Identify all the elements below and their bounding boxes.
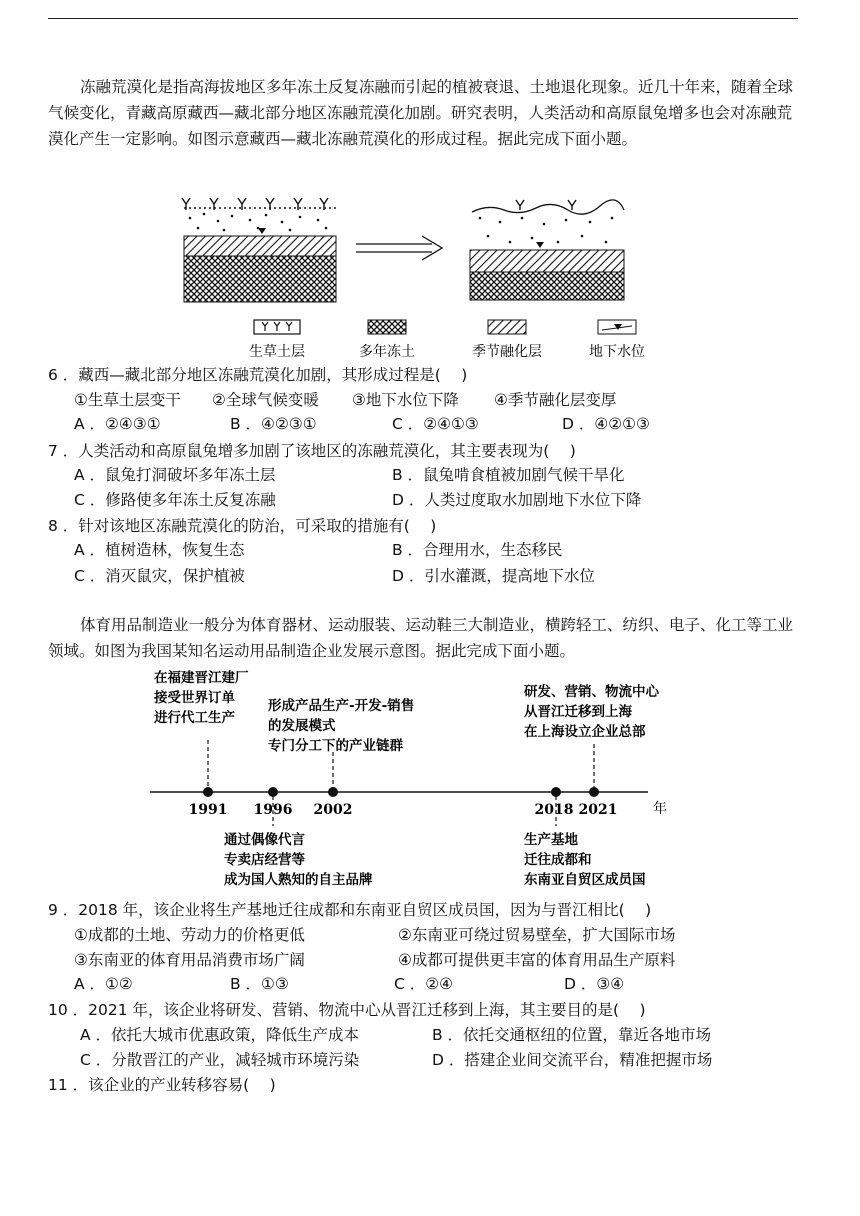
q9-item-1: ①成都的土地、劳动力的价格更低	[74, 926, 305, 944]
note-2021-line-3: 在上海设立企业总部	[524, 724, 646, 740]
timeline-axis-unit: 年	[653, 801, 667, 817]
timeline-year-1991: 1991	[188, 802, 228, 818]
q8-option-b: B ．合理用水，生态移民	[392, 541, 563, 559]
permafrost-diagram	[170, 186, 650, 364]
note-2018-line-2: 迁往成都和	[524, 852, 592, 868]
legend-label-seasonal-thaw: 季节融化层	[472, 344, 542, 360]
q9-item-3: ③东南亚的体育用品消费市场广阔	[74, 951, 305, 969]
note-2002-line-3: 专门分工下的产业链群	[268, 738, 403, 754]
q6-item-1: ①生草土层变干	[74, 391, 181, 409]
q7-option-b: B ．鼠兔啃食植被加剧气候干旱化	[392, 466, 625, 484]
timeline-point-2018	[551, 787, 561, 797]
timeline-point-2021	[589, 787, 599, 797]
note-1996-line-3: 成为国人熟知的自主品牌	[224, 872, 373, 888]
q10-option-b: B ．依托交通枢纽的位置，靠近各地市场	[432, 1026, 712, 1044]
timeline-year-2002: 2002	[313, 802, 353, 818]
diagram-after	[470, 200, 624, 300]
q10-option-a: A ．依托大城市优惠政策，降低生产成本	[80, 1026, 360, 1044]
q9-option-a: A ．①②	[74, 975, 133, 993]
legend-label-water-table: 地下水位	[589, 344, 645, 360]
intro-paragraph-1: 冻融荒漠化是指高海拔地区多年冻土反复冻融而引起的植被衰退、土地退化现象。近几十年来，随着全球气候变化，青藏高原藏西—藏北部分地区冻融荒漠化加剧。研究表明，人类活动和高原鼠兔增多也会对冻融荒漠化产生一定影响。如图示意藏西—藏北冻融荒漠化的形成过程。据此完成下面小题。	[48, 78, 794, 148]
note-1991-line-3: 进行代工生产	[154, 710, 235, 726]
timeline-point-1996	[268, 787, 278, 797]
q7-option-c: C ．修路使多年冻土反复冻融	[74, 491, 276, 509]
legend-water-table-icon	[598, 320, 636, 334]
note-1996-line-1: 通过偶像代言	[224, 832, 305, 848]
q9-item-2: ②东南亚可绕过贸易壁垒，扩大国际市场	[398, 926, 676, 944]
q6-option-a: A ．②④③①	[74, 415, 161, 433]
q6-item-3: ③地下水位下降	[352, 391, 459, 409]
q6-item-2: ②全球气候变暖	[212, 391, 319, 409]
note-2002-line-1: 形成产品生产-开发-销售	[268, 698, 415, 714]
q7-option-a: A ．鼠兔打洞破坏多年冻土层	[74, 466, 276, 484]
q9-option-d: D ．③④	[564, 975, 625, 993]
q7-stem: 7 ．人类活动和高原鼠兔增多加剧了该地区的冻融荒漠化，其主要表现为( )	[48, 442, 576, 460]
company-timeline	[140, 664, 700, 894]
q8-option-a: A ．植树造林，恢复生态	[74, 541, 245, 559]
timeline-year-1996: 1996	[253, 802, 293, 818]
q7-option-d: D ．人类过度取水加剧地下水位下降	[392, 491, 642, 509]
q6-item-4: ④季节融化层变厚	[494, 391, 617, 409]
timeline-point-2002	[328, 787, 338, 797]
diagram-before	[182, 198, 336, 302]
q9-item-4: ④成都可提供更丰富的体育用品生产原料	[398, 951, 676, 969]
note-2021-line-2: 从晋江迁移到上海	[524, 704, 632, 720]
q8-option-c: C ．消灭鼠灾，保护植被	[74, 567, 245, 585]
top-rule	[48, 18, 798, 19]
legend-grass-icon	[254, 320, 300, 334]
note-1996-line-2: 专卖店经营等	[224, 852, 305, 868]
timeline-year-2018: 2018	[534, 802, 574, 818]
q8-option-d: D ．引水灌溉，提高地下水位	[392, 567, 595, 585]
q11-stem: 11 ．该企业的产业转移容易( )	[48, 1076, 276, 1094]
q9-option-c: C ．②④	[394, 975, 454, 993]
timeline-point-1991	[203, 787, 213, 797]
legend-label-grass: 生草土层	[249, 344, 305, 360]
legend-label-permafrost: 多年冻土	[359, 344, 415, 360]
legend-permafrost-icon	[368, 320, 406, 334]
q9-stem: 9 ．2018 年，该企业将生产基地迁往成都和东南亚自贸区成员国，因为与晋江相比( )	[48, 901, 652, 919]
q6-option-d: D ．④②①③	[562, 415, 650, 433]
note-2018-line-1: 生产基地	[524, 832, 578, 848]
intro-paragraph-2: 体育用品制造业一般分为体育器材、运动服装、运动鞋三大制造业，横跨轻工、纺织、电子、化工等工业领域。如图为我国某知名运动用品制造企业发展示意图。据此完成下面小题。	[48, 616, 794, 660]
note-2002-line-2: 的发展模式	[268, 718, 336, 734]
q10-option-c: C ．分散晋江的产业，减轻城市环境污染	[80, 1051, 360, 1069]
q8-stem: 8 ．针对该地区冻融荒漠化的防治，可采取的措施有( )	[48, 517, 437, 535]
q6-option-c: C ．②④①③	[392, 415, 479, 433]
process-arrow	[356, 236, 442, 260]
timeline-year-2021: 2021	[578, 802, 618, 818]
q10-stem: 10 ．2021 年，该企业将研发、营销、物流中心从晋江迁移到上海，其主要目的是( )	[48, 1001, 646, 1019]
note-2021-line-1: 研发、营销、物流中心	[524, 684, 659, 700]
note-1991-line-2: 接受世界订单	[154, 690, 235, 706]
note-2018-line-3: 东南亚自贸区成员国	[524, 872, 646, 888]
q6-stem: 6 ．藏西—藏北部分地区冻融荒漠化加剧，其形成过程是( )	[48, 366, 468, 384]
q10-option-d: D ．搭建企业间交流平台，精准把握市场	[432, 1051, 713, 1069]
note-1991-line-1: 在福建晋江建厂	[154, 670, 249, 686]
q6-option-b: B ．④②③①	[230, 415, 317, 433]
legend-seasonal-thaw-icon	[488, 320, 526, 334]
q9-option-b: B ．①③	[230, 975, 289, 993]
